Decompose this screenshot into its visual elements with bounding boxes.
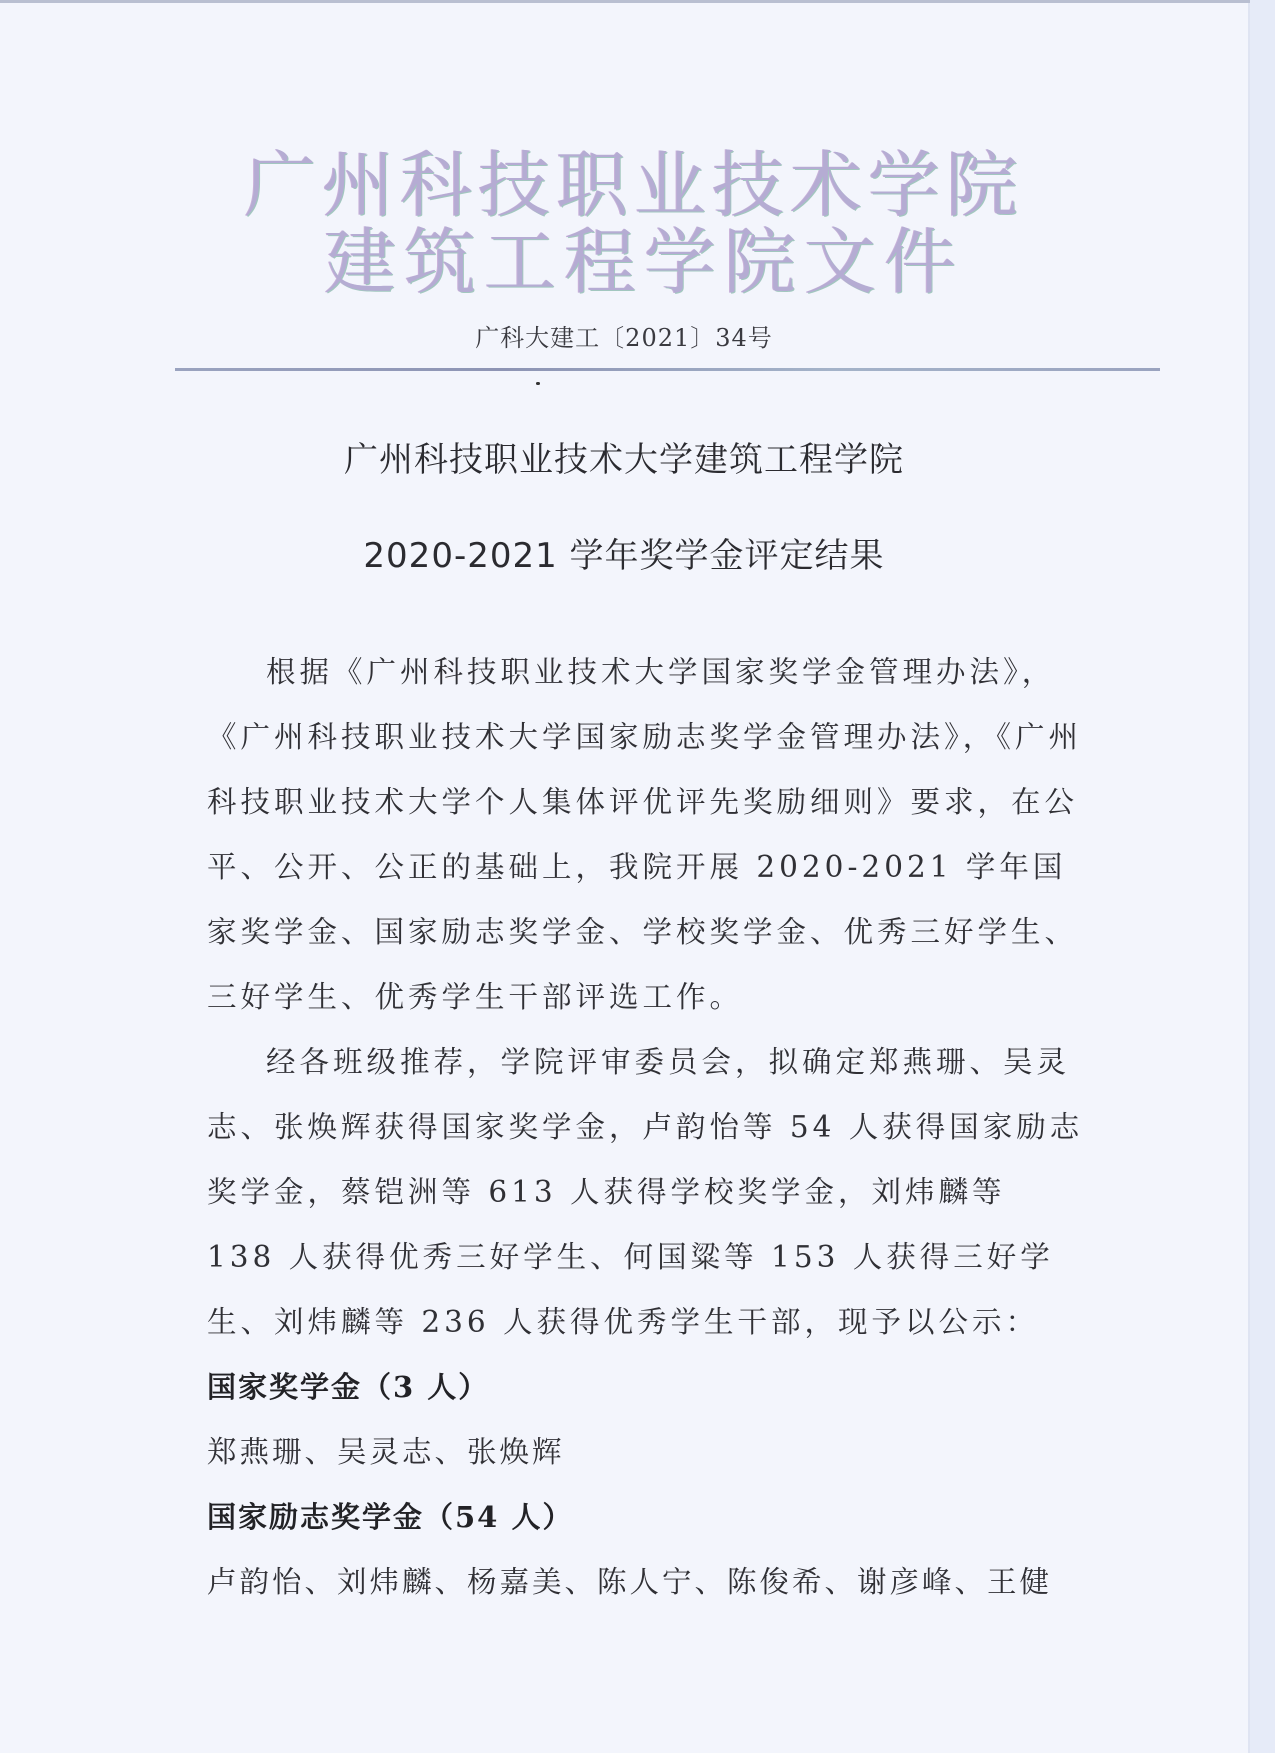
document-body — [207, 640, 1087, 1615]
names-national-scholarship: 郑燕珊、吴灵志、张焕辉 — [207, 1435, 565, 1469]
body-paragraph-1: 根据《广州科技职业技术大学国家奖学金管理办法》，《广州科技职业技术大学国家励志奖学金管理办法》，《广州科技职业技术大学个人集体评优评先奖励细则》要求，在公平、公开、公正的基础上，我院开展 2020-2021 学年国家奖学金、国家励志奖学金、学校奖学金、优秀三好学生、三好学生、优秀学生干部评选工作。 — [207, 655, 1083, 1014]
section-heading-national-encouragement-scholarship: 国家励志奖学金（54 人） — [207, 1500, 574, 1534]
document-title-line-1: 广州科技职业技术大学建筑工程学院 — [344, 440, 904, 480]
section-heading-national-scholarship: 国家奖学金（3 人） — [207, 1370, 490, 1404]
masthead-line-1: 广州科技职业技术学院 — [243, 143, 1024, 227]
names-national-encouragement-scholarship: 卢韵怡、刘炜麟、杨嘉美、陈人宁、陈俊希、谢彦峰、王健 — [207, 1565, 1053, 1599]
document-title-line-2: 2020-2021 学年奖学金评定结果 — [363, 536, 885, 576]
header-divider — [175, 368, 1160, 371]
scan-speck — [536, 382, 540, 385]
document-number: 广科大建工〔2021〕34号 — [475, 324, 773, 352]
body-paragraph-2: 经各班级推荐，学院评审委员会，拟确定郑燕珊、吴灵志、张焕辉获得国家奖学金，卢韵怡等 54 人获得国家励志奖学金，蔡铠洲等 613 人获得学校奖学金，刘炜麟等 138 人获得优秀三好学生、何国粱等 153 人获得三好学生、刘炜麟等 236 人获得优秀学生干部，现予以公示： — [207, 1045, 1084, 1339]
masthead-line-2: 建筑工程学院文件 — [323, 220, 964, 304]
scan-top-edge — [0, 0, 1250, 3]
